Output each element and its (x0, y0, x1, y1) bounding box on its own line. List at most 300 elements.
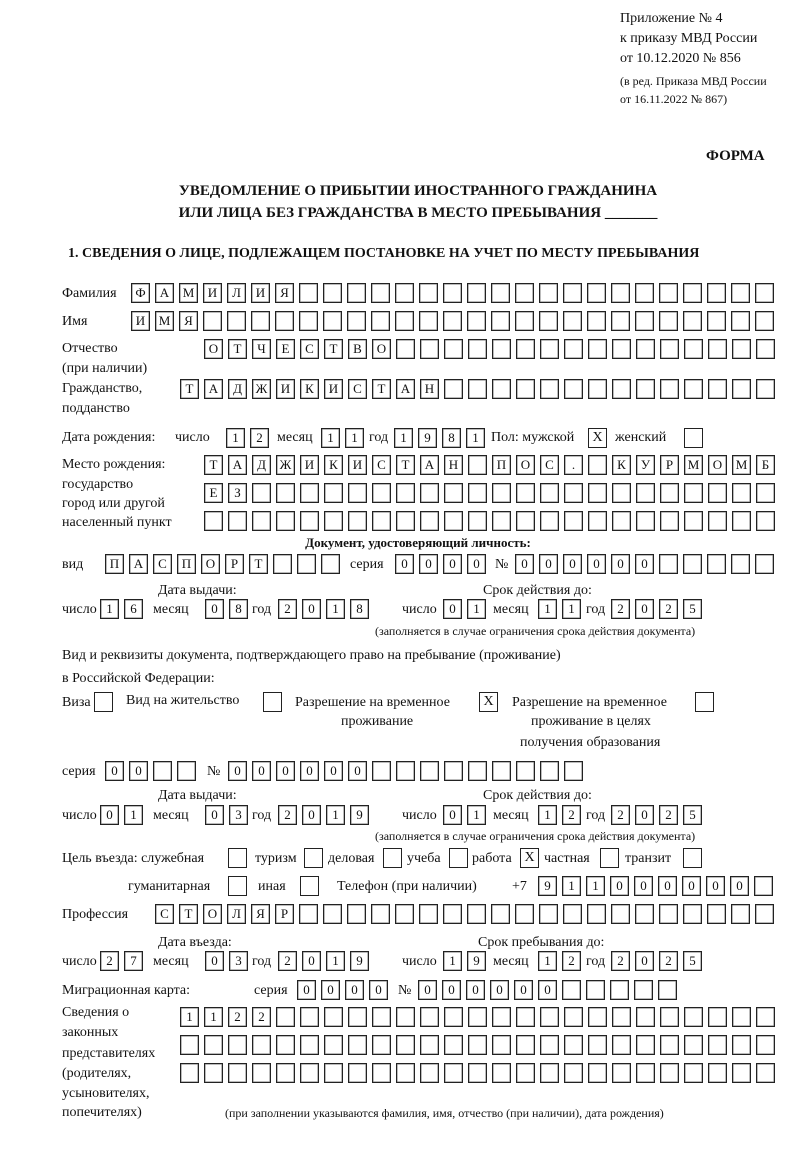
char-cell[interactable]: 6 (124, 599, 143, 619)
char-cell[interactable] (420, 511, 439, 531)
char-cell[interactable]: 0 (635, 951, 654, 971)
char-cell[interactable] (323, 283, 342, 303)
char-cell[interactable] (540, 339, 559, 359)
char-cell[interactable] (252, 1063, 271, 1083)
char-cell[interactable]: 0 (302, 805, 321, 825)
char-cell[interactable] (708, 339, 727, 359)
char-cell[interactable]: В (348, 339, 367, 359)
char-cell[interactable] (610, 980, 629, 1000)
char-cell[interactable]: С (153, 554, 172, 574)
char-cell[interactable] (684, 339, 703, 359)
char-cell[interactable]: 0 (706, 876, 725, 896)
char-cell[interactable] (276, 1035, 295, 1055)
char-cell[interactable] (636, 511, 655, 531)
char-cell[interactable] (516, 1007, 535, 1027)
char-cell[interactable]: И (324, 379, 343, 399)
char-cell[interactable]: 2 (659, 599, 678, 619)
char-cell[interactable] (659, 311, 678, 331)
char-cell[interactable] (755, 554, 774, 574)
char-cell[interactable] (324, 1007, 343, 1027)
char-cell[interactable]: 0 (418, 980, 437, 1000)
char-cell[interactable] (708, 1007, 727, 1027)
char-cell[interactable]: Л (227, 283, 246, 303)
sex-female-checkbox[interactable] (684, 428, 703, 448)
char-cell[interactable] (204, 1035, 223, 1055)
char-cell[interactable] (444, 1063, 463, 1083)
char-cell[interactable]: 0 (276, 761, 295, 781)
char-cell[interactable]: 8 (350, 599, 369, 619)
char-cell[interactable] (564, 761, 583, 781)
char-cell[interactable] (396, 1063, 415, 1083)
char-cell[interactable] (516, 339, 535, 359)
char-cell[interactable] (396, 483, 415, 503)
char-cell[interactable]: Я (275, 283, 294, 303)
char-cell[interactable]: 2 (278, 599, 297, 619)
char-cell[interactable]: З (228, 483, 247, 503)
char-cell[interactable]: 2 (611, 599, 630, 619)
char-cell[interactable] (180, 1035, 199, 1055)
char-cell[interactable] (300, 483, 319, 503)
char-cell[interactable]: 0 (100, 805, 119, 825)
char-cell[interactable] (297, 554, 316, 574)
char-cell[interactable] (707, 904, 726, 924)
char-cell[interactable] (251, 311, 270, 331)
char-cell[interactable] (444, 1007, 463, 1027)
char-cell[interactable]: 2 (278, 805, 297, 825)
char-cell[interactable] (228, 511, 247, 531)
char-cell[interactable] (563, 904, 582, 924)
char-cell[interactable]: 0 (635, 554, 654, 574)
char-cell[interactable]: 0 (395, 554, 414, 574)
char-cell[interactable]: К (300, 379, 319, 399)
char-cell[interactable]: А (228, 455, 247, 475)
char-cell[interactable] (708, 1063, 727, 1083)
char-cell[interactable] (612, 1007, 631, 1027)
char-cell[interactable] (348, 1063, 367, 1083)
char-cell[interactable] (443, 311, 462, 331)
char-cell[interactable] (468, 339, 487, 359)
char-cell[interactable]: 1 (326, 599, 345, 619)
char-cell[interactable]: 2 (100, 951, 119, 971)
char-cell[interactable]: 0 (467, 554, 486, 574)
char-cell[interactable] (660, 379, 679, 399)
char-cell[interactable] (395, 311, 414, 331)
char-cell[interactable] (371, 904, 390, 924)
char-cell[interactable] (515, 311, 534, 331)
char-cell[interactable] (755, 311, 774, 331)
char-cell[interactable] (732, 379, 751, 399)
char-cell[interactable] (564, 379, 583, 399)
char-cell[interactable] (659, 554, 678, 574)
char-cell[interactable] (660, 1007, 679, 1027)
char-cell[interactable] (324, 1035, 343, 1055)
char-cell[interactable] (756, 1007, 775, 1027)
char-cell[interactable]: 0 (658, 876, 677, 896)
char-cell[interactable] (273, 554, 292, 574)
char-cell[interactable]: 1 (467, 599, 486, 619)
char-cell[interactable] (516, 761, 535, 781)
char-cell[interactable]: 9 (350, 951, 369, 971)
char-cell[interactable]: П (492, 455, 511, 475)
char-cell[interactable] (348, 511, 367, 531)
char-cell[interactable]: 0 (443, 554, 462, 574)
char-cell[interactable]: К (324, 455, 343, 475)
char-cell[interactable] (539, 283, 558, 303)
char-cell[interactable] (611, 904, 630, 924)
char-cell[interactable] (395, 283, 414, 303)
char-cell[interactable] (420, 1007, 439, 1027)
char-cell[interactable] (636, 379, 655, 399)
char-cell[interactable] (732, 1007, 751, 1027)
purpose-private-checkbox[interactable] (600, 848, 619, 868)
char-cell[interactable]: 7 (124, 951, 143, 971)
char-cell[interactable] (612, 339, 631, 359)
char-cell[interactable] (491, 311, 510, 331)
char-cell[interactable]: 9 (467, 951, 486, 971)
char-cell[interactable]: 0 (490, 980, 509, 1000)
char-cell[interactable]: 1 (326, 805, 345, 825)
char-cell[interactable] (228, 1063, 247, 1083)
char-cell[interactable] (754, 876, 773, 896)
char-cell[interactable]: 0 (252, 761, 271, 781)
char-cell[interactable] (756, 511, 775, 531)
visa-checkbox[interactable] (94, 692, 113, 712)
char-cell[interactable]: 2 (659, 951, 678, 971)
char-cell[interactable]: М (732, 455, 751, 475)
char-cell[interactable]: Н (444, 455, 463, 475)
char-cell[interactable] (324, 511, 343, 531)
char-cell[interactable] (203, 311, 222, 331)
char-cell[interactable] (276, 1063, 295, 1083)
purpose-transit-checkbox[interactable] (683, 848, 702, 868)
char-cell[interactable]: 3 (229, 951, 248, 971)
char-cell[interactable] (588, 483, 607, 503)
char-cell[interactable] (420, 483, 439, 503)
char-cell[interactable] (634, 980, 653, 1000)
char-cell[interactable] (564, 339, 583, 359)
char-cell[interactable]: 9 (350, 805, 369, 825)
char-cell[interactable] (443, 904, 462, 924)
char-cell[interactable] (588, 339, 607, 359)
char-cell[interactable] (564, 511, 583, 531)
char-cell[interactable] (347, 283, 366, 303)
char-cell[interactable]: 0 (682, 876, 701, 896)
char-cell[interactable] (300, 511, 319, 531)
char-cell[interactable]: 2 (278, 951, 297, 971)
char-cell[interactable]: А (420, 455, 439, 475)
char-cell[interactable] (153, 761, 172, 781)
char-cell[interactable]: Т (179, 904, 198, 924)
char-cell[interactable]: 0 (635, 805, 654, 825)
residence-permit-checkbox[interactable] (263, 692, 282, 712)
char-cell[interactable]: И (276, 379, 295, 399)
char-cell[interactable] (395, 904, 414, 924)
char-cell[interactable] (588, 1063, 607, 1083)
char-cell[interactable] (660, 483, 679, 503)
char-cell[interactable] (204, 1063, 223, 1083)
char-cell[interactable] (756, 339, 775, 359)
char-cell[interactable]: 5 (683, 951, 702, 971)
char-cell[interactable] (755, 283, 774, 303)
char-cell[interactable] (635, 311, 654, 331)
char-cell[interactable] (540, 1063, 559, 1083)
char-cell[interactable] (444, 339, 463, 359)
char-cell[interactable] (707, 554, 726, 574)
char-cell[interactable] (444, 379, 463, 399)
char-cell[interactable]: А (204, 379, 223, 399)
char-cell[interactable]: О (203, 904, 222, 924)
char-cell[interactable] (468, 455, 487, 475)
char-cell[interactable] (732, 511, 751, 531)
char-cell[interactable]: 0 (442, 980, 461, 1000)
char-cell[interactable] (562, 980, 581, 1000)
char-cell[interactable]: 0 (302, 599, 321, 619)
char-cell[interactable] (756, 483, 775, 503)
char-cell[interactable] (564, 1007, 583, 1027)
char-cell[interactable]: 1 (562, 599, 581, 619)
char-cell[interactable] (396, 1035, 415, 1055)
char-cell[interactable]: Я (251, 904, 270, 924)
char-cell[interactable] (659, 904, 678, 924)
char-cell[interactable]: 2 (562, 951, 581, 971)
char-cell[interactable] (420, 1063, 439, 1083)
char-cell[interactable]: Т (228, 339, 247, 359)
char-cell[interactable]: 1 (321, 428, 340, 448)
char-cell[interactable] (372, 1063, 391, 1083)
char-cell[interactable] (420, 339, 439, 359)
char-cell[interactable]: 1 (345, 428, 364, 448)
char-cell[interactable]: 1 (326, 951, 345, 971)
char-cell[interactable] (419, 283, 438, 303)
char-cell[interactable]: Р (225, 554, 244, 574)
char-cell[interactable]: 2 (252, 1007, 271, 1027)
char-cell[interactable] (468, 511, 487, 531)
char-cell[interactable] (611, 311, 630, 331)
char-cell[interactable] (588, 455, 607, 475)
char-cell[interactable] (372, 761, 391, 781)
char-cell[interactable] (396, 339, 415, 359)
char-cell[interactable] (492, 511, 511, 531)
char-cell[interactable] (540, 1035, 559, 1055)
char-cell[interactable] (300, 1063, 319, 1083)
char-cell[interactable] (275, 311, 294, 331)
char-cell[interactable]: 0 (345, 980, 364, 1000)
char-cell[interactable]: 0 (205, 805, 224, 825)
char-cell[interactable] (755, 904, 774, 924)
char-cell[interactable] (492, 483, 511, 503)
char-cell[interactable]: 0 (514, 980, 533, 1000)
char-cell[interactable]: Р (660, 455, 679, 475)
char-cell[interactable] (321, 554, 340, 574)
purpose-business-checkbox[interactable] (383, 848, 402, 868)
char-cell[interactable]: 0 (348, 761, 367, 781)
char-cell[interactable] (299, 311, 318, 331)
char-cell[interactable] (756, 379, 775, 399)
char-cell[interactable] (708, 379, 727, 399)
char-cell[interactable]: П (105, 554, 124, 574)
char-cell[interactable]: 0 (205, 599, 224, 619)
char-cell[interactable]: Ч (252, 339, 271, 359)
char-cell[interactable]: 8 (229, 599, 248, 619)
char-cell[interactable] (684, 483, 703, 503)
char-cell[interactable] (660, 511, 679, 531)
char-cell[interactable] (636, 1035, 655, 1055)
char-cell[interactable]: Д (228, 379, 247, 399)
char-cell[interactable] (468, 1063, 487, 1083)
char-cell[interactable] (732, 483, 751, 503)
char-cell[interactable] (372, 1035, 391, 1055)
char-cell[interactable]: Я (179, 311, 198, 331)
char-cell[interactable] (516, 379, 535, 399)
char-cell[interactable] (347, 904, 366, 924)
char-cell[interactable] (684, 1007, 703, 1027)
char-cell[interactable] (516, 1063, 535, 1083)
char-cell[interactable]: 2 (611, 951, 630, 971)
char-cell[interactable]: 0 (587, 554, 606, 574)
char-cell[interactable] (612, 511, 631, 531)
char-cell[interactable] (539, 311, 558, 331)
char-cell[interactable]: 2 (562, 805, 581, 825)
char-cell[interactable] (731, 283, 750, 303)
char-cell[interactable] (491, 283, 510, 303)
edu-residence-checkbox[interactable] (695, 692, 714, 712)
char-cell[interactable]: 1 (180, 1007, 199, 1027)
char-cell[interactable] (252, 483, 271, 503)
char-cell[interactable]: 0 (538, 980, 557, 1000)
char-cell[interactable] (444, 511, 463, 531)
char-cell[interactable] (611, 283, 630, 303)
char-cell[interactable]: . (564, 455, 583, 475)
char-cell[interactable] (540, 761, 559, 781)
char-cell[interactable] (492, 339, 511, 359)
char-cell[interactable]: Т (324, 339, 343, 359)
char-cell[interactable]: 1 (443, 951, 462, 971)
char-cell[interactable]: Т (396, 455, 415, 475)
char-cell[interactable] (683, 904, 702, 924)
char-cell[interactable] (348, 1035, 367, 1055)
char-cell[interactable] (612, 483, 631, 503)
purpose-humanitarian-checkbox[interactable] (228, 876, 247, 896)
char-cell[interactable] (444, 761, 463, 781)
char-cell[interactable] (588, 379, 607, 399)
char-cell[interactable]: О (708, 455, 727, 475)
char-cell[interactable]: 1 (538, 805, 557, 825)
char-cell[interactable] (659, 283, 678, 303)
char-cell[interactable]: И (348, 455, 367, 475)
char-cell[interactable] (515, 904, 534, 924)
char-cell[interactable] (180, 1063, 199, 1083)
char-cell[interactable] (564, 1063, 583, 1083)
char-cell[interactable] (731, 311, 750, 331)
char-cell[interactable]: 0 (321, 980, 340, 1000)
char-cell[interactable]: 8 (442, 428, 461, 448)
char-cell[interactable] (467, 283, 486, 303)
purpose-tourism-checkbox[interactable] (304, 848, 323, 868)
char-cell[interactable] (348, 1007, 367, 1027)
char-cell[interactable] (564, 483, 583, 503)
char-cell[interactable]: Е (204, 483, 223, 503)
char-cell[interactable] (252, 1035, 271, 1055)
char-cell[interactable]: Т (204, 455, 223, 475)
char-cell[interactable]: 0 (443, 599, 462, 619)
char-cell[interactable]: 0 (105, 761, 124, 781)
char-cell[interactable] (683, 554, 702, 574)
char-cell[interactable]: 1 (538, 599, 557, 619)
char-cell[interactable] (684, 1035, 703, 1055)
purpose-study-checkbox[interactable] (449, 848, 468, 868)
char-cell[interactable] (586, 980, 605, 1000)
char-cell[interactable] (587, 283, 606, 303)
char-cell[interactable]: И (300, 455, 319, 475)
char-cell[interactable]: И (131, 311, 150, 331)
char-cell[interactable] (419, 311, 438, 331)
char-cell[interactable]: 0 (730, 876, 749, 896)
char-cell[interactable] (684, 379, 703, 399)
char-cell[interactable]: 0 (297, 980, 316, 1000)
char-cell[interactable]: М (179, 283, 198, 303)
char-cell[interactable]: 0 (539, 554, 558, 574)
char-cell[interactable] (396, 511, 415, 531)
char-cell[interactable] (347, 311, 366, 331)
char-cell[interactable] (516, 483, 535, 503)
char-cell[interactable]: 1 (100, 599, 119, 619)
char-cell[interactable] (468, 483, 487, 503)
char-cell[interactable]: С (540, 455, 559, 475)
char-cell[interactable] (515, 283, 534, 303)
char-cell[interactable]: 2 (250, 428, 269, 448)
char-cell[interactable]: 0 (515, 554, 534, 574)
char-cell[interactable] (756, 1063, 775, 1083)
char-cell[interactable] (419, 904, 438, 924)
char-cell[interactable]: С (348, 379, 367, 399)
char-cell[interactable]: 5 (683, 599, 702, 619)
char-cell[interactable] (299, 904, 318, 924)
char-cell[interactable] (563, 283, 582, 303)
char-cell[interactable]: 9 (418, 428, 437, 448)
char-cell[interactable]: И (203, 283, 222, 303)
char-cell[interactable]: Ф (131, 283, 150, 303)
char-cell[interactable]: С (372, 455, 391, 475)
char-cell[interactable]: 1 (586, 876, 605, 896)
char-cell[interactable] (588, 511, 607, 531)
char-cell[interactable]: 0 (302, 951, 321, 971)
char-cell[interactable] (660, 1035, 679, 1055)
char-cell[interactable]: 0 (369, 980, 388, 1000)
char-cell[interactable] (467, 904, 486, 924)
char-cell[interactable] (468, 379, 487, 399)
char-cell[interactable] (204, 511, 223, 531)
char-cell[interactable]: 0 (563, 554, 582, 574)
char-cell[interactable]: 0 (419, 554, 438, 574)
char-cell[interactable] (468, 1007, 487, 1027)
char-cell[interactable]: О (372, 339, 391, 359)
char-cell[interactable]: А (396, 379, 415, 399)
char-cell[interactable] (492, 1007, 511, 1027)
char-cell[interactable]: 1 (394, 428, 413, 448)
char-cell[interactable]: 0 (611, 554, 630, 574)
char-cell[interactable]: 5 (683, 805, 702, 825)
sex-male-checkbox[interactable]: X (588, 428, 607, 448)
char-cell[interactable]: М (684, 455, 703, 475)
char-cell[interactable] (612, 1035, 631, 1055)
char-cell[interactable] (468, 761, 487, 781)
char-cell[interactable] (707, 283, 726, 303)
char-cell[interactable]: 2 (611, 805, 630, 825)
char-cell[interactable] (540, 483, 559, 503)
char-cell[interactable]: Ж (252, 379, 271, 399)
char-cell[interactable] (732, 339, 751, 359)
char-cell[interactable]: Т (249, 554, 268, 574)
